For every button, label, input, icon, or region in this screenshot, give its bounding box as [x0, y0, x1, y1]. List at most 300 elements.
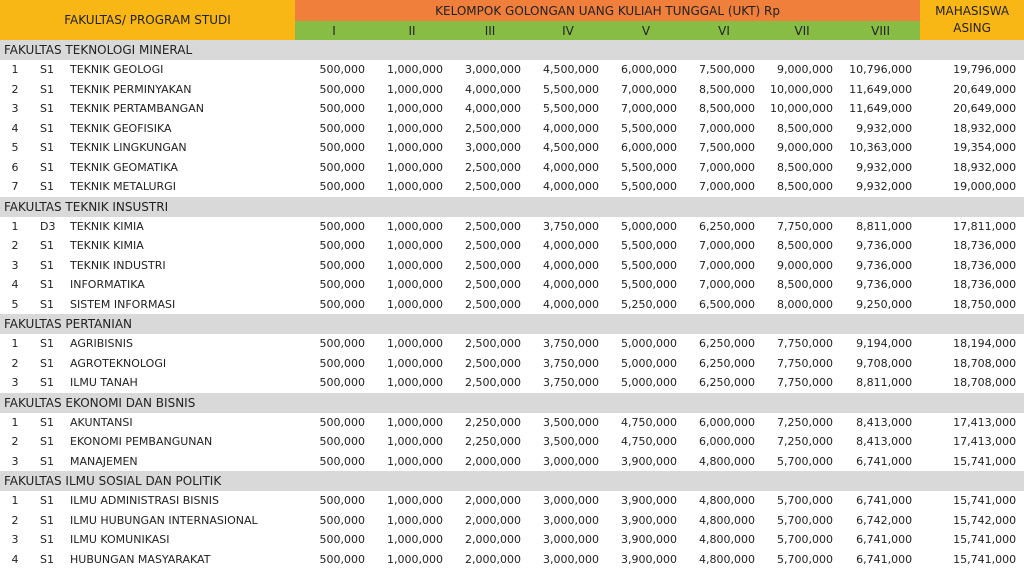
ukt-value-group-5: 5,500,000 — [621, 160, 678, 174]
ukt-value-group-7: 7,750,000 — [777, 337, 834, 351]
ukt-value-group-5: 7,000,000 — [621, 82, 678, 96]
ukt-value-group-1: 500,000 — [319, 494, 366, 508]
program-level: S1 — [40, 180, 54, 194]
program-name: TEKNIK KIMIA — [70, 219, 144, 233]
foreign-label-line-2: ASING — [953, 21, 991, 35]
ukt-value-group-3: 2,000,000 — [465, 494, 522, 508]
ukt-value-group-1: 500,000 — [319, 435, 366, 449]
program-name: ILMU ADMINISTRASI BISNIS — [70, 494, 219, 508]
ukt-value-group-4: 3,750,000 — [543, 376, 600, 390]
row-number: 4 — [11, 278, 19, 292]
program-level: S1 — [40, 376, 54, 390]
group-header-1: I — [295, 21, 373, 40]
ukt-value-group-4: 4,500,000 — [543, 63, 600, 77]
group-header-2: II — [373, 21, 451, 40]
ukt-value-group-5: 3,900,000 — [621, 533, 678, 547]
table-row — [0, 511, 1024, 531]
ukt-value-group-6: 6,000,000 — [699, 415, 756, 429]
faculty-section-row — [0, 314, 1024, 334]
foreign-fee-value: 18,708,000 — [953, 356, 1017, 370]
row-number: 1 — [11, 415, 19, 429]
ukt-value-group-8: 9,250,000 — [856, 297, 913, 311]
program-level: S1 — [40, 160, 54, 174]
ukt-value-group-5: 5,000,000 — [621, 337, 678, 351]
ukt-value-group-1: 500,000 — [319, 513, 366, 527]
foreign-fee-value: 18,750,000 — [953, 297, 1017, 311]
ukt-value-group-8: 10,796,000 — [849, 63, 913, 77]
foreign-student-header — [920, 0, 1024, 40]
ukt-value-group-7: 8,500,000 — [777, 121, 834, 135]
group-header-5: V — [607, 21, 685, 40]
row-number: 2 — [11, 435, 19, 449]
foreign-fee-value: 18,736,000 — [953, 278, 1017, 292]
ukt-value-group-6: 7,000,000 — [699, 239, 756, 253]
ukt-value-group-2: 1,000,000 — [387, 121, 444, 135]
program-name: TEKNIK PERTAMBANGAN — [70, 102, 204, 116]
ukt-value-group-2: 1,000,000 — [387, 297, 444, 311]
table-row — [0, 354, 1024, 374]
ukt-value-group-5: 6,000,000 — [621, 141, 678, 155]
foreign-fee-value: 18,932,000 — [953, 160, 1017, 174]
ukt-value-group-3: 2,500,000 — [465, 337, 522, 351]
ukt-value-group-5: 5,500,000 — [621, 278, 678, 292]
ukt-value-group-2: 1,000,000 — [387, 180, 444, 194]
group-header-3: III — [451, 21, 529, 40]
ukt-value-group-4: 5,500,000 — [543, 82, 600, 96]
faculty-section-row — [0, 197, 1024, 217]
faculty-section-title: FAKULTAS ILMU SOSIAL DAN POLITIK — [0, 471, 1024, 491]
table-row — [0, 275, 1024, 295]
ukt-value-group-2: 1,000,000 — [387, 258, 444, 272]
ukt-value-group-4: 4,000,000 — [543, 160, 600, 174]
ukt-value-group-2: 1,000,000 — [387, 160, 444, 174]
faculty-section-title: FAKULTAS PERTANIAN — [0, 314, 1024, 334]
faculty-section-row — [0, 393, 1024, 413]
ukt-value-group-7: 8,000,000 — [777, 297, 834, 311]
row-number: 4 — [11, 121, 19, 135]
ukt-value-group-6: 8,500,000 — [699, 82, 756, 96]
table-row — [0, 119, 1024, 139]
table-row — [0, 177, 1024, 197]
ukt-value-group-2: 1,000,000 — [387, 376, 444, 390]
ukt-value-group-8: 9,932,000 — [856, 180, 913, 194]
ukt-value-group-5: 5,000,000 — [621, 376, 678, 390]
ukt-value-group-2: 1,000,000 — [387, 337, 444, 351]
ukt-value-group-5: 5,000,000 — [621, 356, 678, 370]
program-level: S1 — [40, 141, 54, 155]
ukt-value-group-8: 9,708,000 — [856, 356, 913, 370]
ukt-value-group-7: 5,700,000 — [777, 454, 834, 468]
ukt-value-group-1: 500,000 — [319, 141, 366, 155]
program-level: S1 — [40, 121, 54, 135]
ukt-value-group-6: 6,000,000 — [699, 435, 756, 449]
ukt-value-group-8: 9,194,000 — [856, 337, 913, 351]
ukt-value-group-4: 3,000,000 — [543, 552, 600, 566]
program-level: S1 — [40, 258, 54, 272]
ukt-value-group-8: 9,932,000 — [856, 121, 913, 135]
ukt-value-group-7: 5,700,000 — [777, 533, 834, 547]
table-row — [0, 373, 1024, 393]
foreign-fee-value: 19,796,000 — [953, 63, 1017, 77]
ukt-value-group-7: 5,700,000 — [777, 513, 834, 527]
ukt-value-group-4: 4,000,000 — [543, 239, 600, 253]
ukt-group-header: KELOMPOK GOLONGAN UANG KULIAH TUNGGAL (UKT) Rp — [295, 0, 920, 21]
program-name: TEKNIK METALURGI — [70, 180, 176, 194]
program-name: EKONOMI PEMBANGUNAN — [70, 435, 213, 449]
ukt-value-group-4: 4,000,000 — [543, 278, 600, 292]
ukt-value-group-8: 6,741,000 — [856, 494, 913, 508]
program-level: S1 — [40, 337, 54, 351]
ukt-value-group-1: 500,000 — [319, 160, 366, 174]
ukt-value-group-5: 5,000,000 — [621, 219, 678, 233]
row-number: 2 — [11, 239, 19, 253]
ukt-value-group-2: 1,000,000 — [387, 415, 444, 429]
ukt-value-group-4: 4,500,000 — [543, 141, 600, 155]
ukt-value-group-3: 2,000,000 — [465, 533, 522, 547]
ukt-value-group-3: 2,500,000 — [465, 180, 522, 194]
ukt-value-group-7: 7,250,000 — [777, 435, 834, 449]
program-name: TEKNIK KIMIA — [70, 239, 144, 253]
foreign-fee-value: 17,413,000 — [953, 415, 1017, 429]
ukt-value-group-7: 10,000,000 — [770, 82, 834, 96]
ukt-value-group-3: 2,000,000 — [465, 513, 522, 527]
ukt-value-group-7: 8,500,000 — [777, 278, 834, 292]
ukt-value-group-7: 5,700,000 — [777, 552, 834, 566]
ukt-value-group-6: 6,250,000 — [699, 376, 756, 390]
program-level: S1 — [40, 435, 54, 449]
row-number: 3 — [11, 533, 19, 547]
ukt-value-group-8: 8,413,000 — [856, 415, 913, 429]
row-number: 4 — [11, 552, 19, 566]
program-name: TEKNIK INDUSTRI — [70, 258, 166, 272]
program-level: S1 — [40, 63, 54, 77]
ukt-value-group-1: 500,000 — [319, 533, 366, 547]
table-row — [0, 530, 1024, 550]
ukt-value-group-4: 3,500,000 — [543, 435, 600, 449]
ukt-value-group-7: 8,500,000 — [777, 160, 834, 174]
program-name: ILMU KOMUNIKASI — [70, 533, 170, 547]
table-header — [0, 0, 1024, 40]
table-row — [0, 452, 1024, 472]
ukt-value-group-8: 11,649,000 — [849, 82, 913, 96]
program-name: SISTEM INFORMASI — [70, 297, 176, 311]
foreign-fee-value: 19,354,000 — [953, 141, 1017, 155]
ukt-value-group-6: 7,000,000 — [699, 121, 756, 135]
program-level: S1 — [40, 102, 54, 116]
row-number: 2 — [11, 513, 19, 527]
table-row — [0, 80, 1024, 100]
ukt-value-group-3: 2,500,000 — [465, 356, 522, 370]
ukt-value-group-2: 1,000,000 — [387, 454, 444, 468]
group-header-7: VII — [763, 21, 841, 40]
ukt-value-group-1: 500,000 — [319, 180, 366, 194]
ukt-value-group-7: 8,500,000 — [777, 180, 834, 194]
foreign-fee-value: 15,741,000 — [953, 533, 1017, 547]
ukt-value-group-3: 2,500,000 — [465, 258, 522, 272]
ukt-value-group-5: 5,500,000 — [621, 239, 678, 253]
ukt-value-group-6: 8,500,000 — [699, 102, 756, 116]
ukt-value-group-5: 3,900,000 — [621, 513, 678, 527]
ukt-value-group-6: 7,000,000 — [699, 160, 756, 174]
group-header-4: IV — [529, 21, 607, 40]
ukt-value-group-2: 1,000,000 — [387, 141, 444, 155]
foreign-fee-value: 15,741,000 — [953, 494, 1017, 508]
foreign-fee-value: 15,741,000 — [953, 454, 1017, 468]
table-row — [0, 236, 1024, 256]
ukt-value-group-5: 3,900,000 — [621, 494, 678, 508]
program-level: S1 — [40, 82, 54, 96]
row-number: 6 — [11, 160, 19, 174]
row-number: 1 — [11, 63, 19, 77]
row-number: 1 — [11, 337, 19, 351]
ukt-value-group-3: 2,500,000 — [465, 278, 522, 292]
ukt-value-group-1: 500,000 — [319, 356, 366, 370]
foreign-fee-value: 19,000,000 — [953, 180, 1017, 194]
foreign-fee-value: 17,811,000 — [953, 219, 1017, 233]
program-name: AGROTEKNOLOGI — [70, 356, 167, 370]
ukt-value-group-7: 7,750,000 — [777, 356, 834, 370]
ukt-value-group-7: 7,250,000 — [777, 415, 834, 429]
ukt-value-group-3: 2,500,000 — [465, 121, 522, 135]
row-number: 2 — [11, 82, 19, 96]
ukt-value-group-4: 3,750,000 — [543, 219, 600, 233]
ukt-value-group-2: 1,000,000 — [387, 533, 444, 547]
table-row — [0, 158, 1024, 178]
faculty-section-title: FAKULTAS TEKNIK INSUSTRI — [0, 197, 1024, 217]
group-header-8: VIII — [841, 21, 920, 40]
ukt-value-group-3: 2,500,000 — [465, 160, 522, 174]
table-row — [0, 491, 1024, 511]
ukt-value-group-4: 3,500,000 — [543, 415, 600, 429]
ukt-value-group-3: 4,000,000 — [465, 102, 522, 116]
ukt-value-group-1: 500,000 — [319, 82, 366, 96]
program-level: S1 — [40, 552, 54, 566]
ukt-value-group-8: 9,736,000 — [856, 239, 913, 253]
row-number: 1 — [11, 219, 19, 233]
faculty-section-title: FAKULTAS EKONOMI DAN BISNIS — [0, 393, 1024, 413]
faculty-program-header: FAKULTAS/ PROGRAM STUDI — [0, 0, 295, 40]
foreign-fee-value: 18,736,000 — [953, 258, 1017, 272]
ukt-value-group-6: 4,800,000 — [699, 454, 756, 468]
program-name: MANAJEMEN — [70, 454, 138, 468]
ukt-value-group-7: 5,700,000 — [777, 494, 834, 508]
row-number: 5 — [11, 141, 19, 155]
ukt-value-group-3: 3,000,000 — [465, 63, 522, 77]
faculty-section-row — [0, 471, 1024, 491]
foreign-fee-value: 18,194,000 — [953, 337, 1017, 351]
ukt-value-group-7: 7,750,000 — [777, 219, 834, 233]
ukt-value-group-1: 500,000 — [319, 278, 366, 292]
ukt-value-group-7: 9,000,000 — [777, 63, 834, 77]
ukt-value-group-1: 500,000 — [319, 415, 366, 429]
program-level: S1 — [40, 239, 54, 253]
ukt-value-group-3: 2,000,000 — [465, 454, 522, 468]
table-row — [0, 413, 1024, 433]
ukt-value-group-5: 5,500,000 — [621, 258, 678, 272]
program-level: S1 — [40, 278, 54, 292]
row-number: 3 — [11, 102, 19, 116]
table-row — [0, 295, 1024, 315]
ukt-value-group-8: 6,742,000 — [856, 513, 913, 527]
table-row — [0, 432, 1024, 452]
ukt-value-group-3: 2,000,000 — [465, 552, 522, 566]
ukt-value-group-4: 3,750,000 — [543, 356, 600, 370]
ukt-value-group-1: 500,000 — [319, 121, 366, 135]
ukt-value-group-8: 8,811,000 — [856, 219, 913, 233]
row-number: 5 — [11, 297, 19, 311]
ukt-value-group-5: 5,500,000 — [621, 180, 678, 194]
foreign-fee-value: 15,742,000 — [953, 513, 1017, 527]
ukt-value-group-5: 6,000,000 — [621, 63, 678, 77]
ukt-value-group-2: 1,000,000 — [387, 435, 444, 449]
ukt-value-group-8: 8,413,000 — [856, 435, 913, 449]
ukt-value-group-4: 4,000,000 — [543, 180, 600, 194]
ukt-value-group-3: 2,500,000 — [465, 376, 522, 390]
ukt-value-group-2: 1,000,000 — [387, 494, 444, 508]
table-row — [0, 550, 1024, 570]
ukt-value-group-3: 2,250,000 — [465, 435, 522, 449]
foreign-fee-value: 18,932,000 — [953, 121, 1017, 135]
ukt-value-group-5: 3,900,000 — [621, 454, 678, 468]
ukt-value-group-1: 500,000 — [319, 376, 366, 390]
ukt-value-group-7: 9,000,000 — [777, 141, 834, 155]
ukt-value-group-6: 7,000,000 — [699, 278, 756, 292]
ukt-value-group-4: 3,000,000 — [543, 454, 600, 468]
table-body — [0, 40, 1024, 569]
foreign-label-line-1: MAHASISWA — [935, 4, 1010, 18]
ukt-value-group-3: 4,000,000 — [465, 82, 522, 96]
program-name: TEKNIK GEOFISIKA — [70, 121, 172, 135]
program-level: D3 — [40, 219, 56, 233]
ukt-value-group-2: 1,000,000 — [387, 513, 444, 527]
ukt-value-group-8: 9,736,000 — [856, 278, 913, 292]
program-name: HUBUNGAN MASYARAKAT — [70, 552, 211, 566]
ukt-value-group-6: 4,800,000 — [699, 494, 756, 508]
ukt-value-group-6: 4,800,000 — [699, 533, 756, 547]
ukt-value-group-3: 2,250,000 — [465, 415, 522, 429]
program-name: INFORMATIKA — [70, 278, 145, 292]
foreign-fee-value: 20,649,000 — [953, 82, 1017, 96]
ukt-value-group-2: 1,000,000 — [387, 552, 444, 566]
ukt-value-group-8: 6,741,000 — [856, 454, 913, 468]
ukt-value-group-6: 7,000,000 — [699, 258, 756, 272]
table-row — [0, 99, 1024, 119]
program-name: AGRIBISNIS — [70, 337, 133, 351]
foreign-fee-value: 18,736,000 — [953, 239, 1017, 253]
program-level: S1 — [40, 356, 54, 370]
ukt-value-group-6: 4,800,000 — [699, 513, 756, 527]
ukt-value-group-7: 8,500,000 — [777, 239, 834, 253]
ukt-value-group-7: 7,750,000 — [777, 376, 834, 390]
ukt-value-group-1: 500,000 — [319, 454, 366, 468]
program-level: S1 — [40, 454, 54, 468]
group-header-6: VI — [685, 21, 763, 40]
ukt-value-group-1: 500,000 — [319, 337, 366, 351]
ukt-value-group-5: 4,750,000 — [621, 415, 678, 429]
ukt-value-group-2: 1,000,000 — [387, 239, 444, 253]
table-row — [0, 217, 1024, 237]
row-number: 2 — [11, 356, 19, 370]
ukt-value-group-4: 3,000,000 — [543, 513, 600, 527]
table-row — [0, 256, 1024, 276]
ukt-value-group-8: 9,932,000 — [856, 160, 913, 174]
ukt-value-group-8: 6,741,000 — [856, 533, 913, 547]
ukt-value-group-1: 500,000 — [319, 102, 366, 116]
program-level: S1 — [40, 297, 54, 311]
program-name: AKUNTANSI — [70, 415, 133, 429]
ukt-value-group-1: 500,000 — [319, 63, 366, 77]
ukt-value-group-3: 2,500,000 — [465, 219, 522, 233]
ukt-value-group-1: 500,000 — [319, 258, 366, 272]
ukt-value-group-2: 1,000,000 — [387, 63, 444, 77]
ukt-value-group-8: 6,741,000 — [856, 552, 913, 566]
ukt-value-group-6: 7,000,000 — [699, 180, 756, 194]
program-level: S1 — [40, 513, 54, 527]
ukt-value-group-5: 4,750,000 — [621, 435, 678, 449]
ukt-value-group-4: 5,500,000 — [543, 102, 600, 116]
program-name: ILMU TANAH — [70, 376, 138, 390]
table-row — [0, 334, 1024, 354]
ukt-value-group-2: 1,000,000 — [387, 278, 444, 292]
program-level: S1 — [40, 533, 54, 547]
ukt-value-group-3: 2,500,000 — [465, 239, 522, 253]
ukt-value-group-1: 500,000 — [319, 297, 366, 311]
program-name: ILMU HUBUNGAN INTERNASIONAL — [70, 513, 258, 527]
ukt-value-group-6: 7,500,000 — [699, 63, 756, 77]
ukt-value-group-3: 3,000,000 — [465, 141, 522, 155]
ukt-value-group-4: 4,000,000 — [543, 121, 600, 135]
ukt-value-group-8: 9,736,000 — [856, 258, 913, 272]
row-number: 7 — [11, 180, 19, 194]
ukt-value-group-8: 10,363,000 — [849, 141, 913, 155]
row-number: 3 — [11, 376, 19, 390]
ukt-value-group-2: 1,000,000 — [387, 102, 444, 116]
row-number: 1 — [11, 494, 19, 508]
ukt-value-group-6: 6,250,000 — [699, 219, 756, 233]
ukt-value-group-6: 6,250,000 — [699, 356, 756, 370]
ukt-value-group-1: 500,000 — [319, 219, 366, 233]
ukt-value-group-2: 1,000,000 — [387, 82, 444, 96]
ukt-value-group-1: 500,000 — [319, 239, 366, 253]
faculty-section-title: FAKULTAS TEKNOLOGI MINERAL — [0, 40, 1024, 60]
ukt-value-group-5: 5,250,000 — [621, 297, 678, 311]
ukt-value-group-6: 6,250,000 — [699, 337, 756, 351]
ukt-value-group-6: 4,800,000 — [699, 552, 756, 566]
ukt-value-group-5: 3,900,000 — [621, 552, 678, 566]
ukt-value-group-2: 1,000,000 — [387, 356, 444, 370]
ukt-value-group-4: 3,750,000 — [543, 337, 600, 351]
ukt-value-group-3: 2,500,000 — [465, 297, 522, 311]
ukt-value-group-8: 8,811,000 — [856, 376, 913, 390]
program-level: S1 — [40, 415, 54, 429]
ukt-value-group-4: 3,000,000 — [543, 533, 600, 547]
ukt-value-group-4: 4,000,000 — [543, 297, 600, 311]
program-name: TEKNIK PERMINYAKAN — [70, 82, 192, 96]
ukt-value-group-5: 7,000,000 — [621, 102, 678, 116]
ukt-value-group-6: 7,500,000 — [699, 141, 756, 155]
ukt-value-group-7: 9,000,000 — [777, 258, 834, 272]
row-number: 3 — [11, 258, 19, 272]
program-name: TEKNIK LINGKUNGAN — [70, 141, 187, 155]
ukt-value-group-5: 5,500,000 — [621, 121, 678, 135]
program-name: TEKNIK GEOMATIKA — [70, 160, 178, 174]
foreign-fee-value: 18,708,000 — [953, 376, 1017, 390]
ukt-value-group-7: 10,000,000 — [770, 102, 834, 116]
ukt-value-group-6: 6,500,000 — [699, 297, 756, 311]
ukt-value-group-8: 11,649,000 — [849, 102, 913, 116]
program-level: S1 — [40, 494, 54, 508]
ukt-value-group-2: 1,000,000 — [387, 219, 444, 233]
